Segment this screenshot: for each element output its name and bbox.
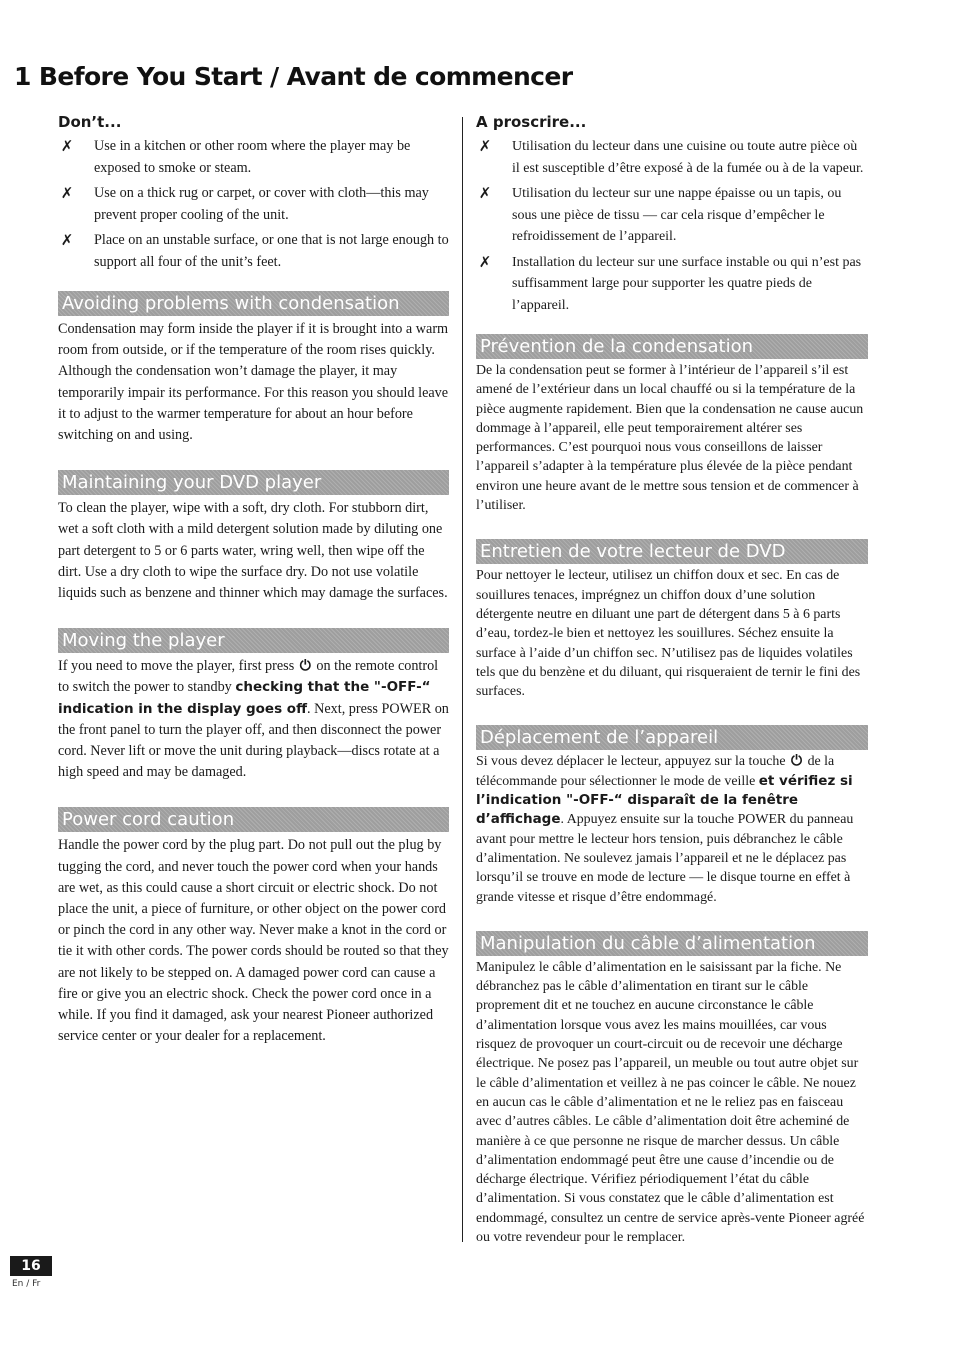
maintaining-text: To clean the player, wipe with a soft, dry cloth. For stubborn dirt, wet a soft cloth with a mild detergent solution made by diluting one part detergent to 5 or 6 parts water, wring well, then wipe off the dirt. Use a dry cloth to wipe the surface dry. Do not use volatile liquids such as benzene and thinner which may damage the surfaces. (58, 500, 448, 602)
section-heading-condensation-fr: Prévention de la condensation (476, 334, 868, 359)
french-column (476, 112, 868, 1247)
power-icon: ⏻ (791, 753, 803, 770)
section-heading-condensation: Avoiding problems with condensation (58, 291, 449, 316)
section-heading-maintaining: Maintaining your DVD player (58, 470, 449, 495)
section-heading-power-cord: Power cord caution (58, 807, 449, 832)
list-item: ✗ Utilisation du lecteur sur une nappe épaisse ou un tapis, ou sous une pièce de tissu — car cela risque d’empêcher le refroidissement de l’appareil. (476, 183, 868, 248)
list-item: ✗ Utilisation du lecteur dans une cuisine ou toute autre pièce où il est susceptible d’être exposé à de la fumée ou à de la vapeur. (476, 136, 868, 179)
section-heading-moving-fr: Déplacement de l’appareil (476, 725, 868, 750)
donts-heading: Don’t... (58, 113, 122, 131)
moving-emphasis: checking that the "-OFF-“ indication in the display goes off (58, 679, 431, 717)
page-language: En / Fr (12, 1279, 41, 1289)
cross-icon: ✗ (60, 231, 74, 249)
power-cord-text-fr: Manipulez le câble d’alimentation en le saisissant par la fiche. Ne débranchez pas le câble d’alimentation en tirant sur le câble proprement dit et ne touchez en aucune circonstance le câble d’alimentation lorsque vous avez les mains mouillées, car vous risquez de provoquer un court-circuit ou de recevoir une décharge électrique. Ne posez pas l’appareil, un meuble ou tout autre objet sur le câble d’alimentation et veillez à ne pas coincer le câble. Ne nouez en aucun cas le câble d’alimentation et ne le reliez pas en faisceau avec d’autres câbles. Le câble d’alimentation doit être acheminé de manière à ce que personne ne risque de marcher dessus. Un câble d’alimentation endommagé peut être une cause d’incendie ou de décharge électrique. Vérifiez périodiquement l’état du câble d’alimentation. Si vous constatez que le câble d’alimentation est endommagé, consultez un centre de service après-vente Pioneer agréé ou votre revendeur pour le remplacer. (476, 959, 865, 1245)
list-item: ✗ Use on a thick rug or carpet, or cover with cloth—this may prevent proper cooling of the unit. (58, 183, 449, 226)
list-item: ✗ Use in a kitchen or other room where the player may be exposed to smoke or steam. (58, 136, 449, 179)
section-heading-maintaining-fr: Entretien de votre lecteur de DVD (476, 539, 868, 564)
maintaining-text-fr: Pour nettoyer le lecteur, utilisez un chiffon doux et sec. En cas de souillures tenaces, imprégnez un chiffon doux d’une solution détergente neutre en diluant une part de détergent dans 5 à 6 parts d’eau, tordez-le bien et nettoyez les souillures. Séchez ensuite la surface à l’aide d’un chiffon sec. N’utilisez pas de liquides volatiles tels que du benzène et du diluant, qui risqueraient de ternir le fini des surfaces. (476, 568, 861, 700)
cross-icon: ✗ (478, 184, 492, 202)
section-heading-moving: Moving the player (58, 628, 449, 653)
english-column (58, 112, 449, 1047)
cross-icon: ✗ (60, 184, 74, 202)
donts-list-fr (476, 136, 868, 316)
list-item: ✗ Place on an unstable surface, or one that is not large enough to support all four of the unit’s feet. (58, 230, 449, 273)
donts-list (58, 136, 449, 273)
condensation-text-fr: De la condensation peut se former à l’intérieur de l’appareil s’il est amené de l’extérieur dans un local chauffé ou si la température de la pièce augmente rapidement. Bien que la condensation ne cause aucun dommage à l’appareil, elle peut temporairement altérer ses performances. C’est pourquoi nous vous conseillons de laisser l’appareil s’adapter à la température plus élevée de la pièce pendant environ une heure avant de le mettre sous tension et de commencer à l’utiliser. (476, 363, 864, 514)
page-number: 16 (10, 1256, 52, 1276)
column-divider (462, 117, 463, 1242)
moving-emphasis-fr: et vérifiez si l’indication "-OFF-“ disparaît de la fenêtre d’affichage (476, 772, 853, 828)
cross-icon: ✗ (478, 137, 492, 155)
cross-icon: ✗ (60, 137, 74, 155)
moving-text: If you need to move the player, first press ⏻ on the remote control to switch the power to standby checking that the "-OFF-“ indication in the display goes off. Next, press POWER on the front panel to turn the player off, and then disconnect the power cord. Never lift or move the unit during playback—discs rotate at a high speed and may be damaged. (58, 658, 449, 781)
moving-text-fr: Si vous devez déplacer le lecteur, appuyez sur la touche ⏻ de la télécommande pour sélectionner le mode de veille et vérifiez si l’indication "-OFF-“ disparaît de la fenêtre d’affichage. Appuyez ensuite sur la touche POWER du panneau avant pour mettre le lecteur hors tension, puis débranchez le câble d’alimentation. Ne soulevez jamais l’appareil et ne le déplacez pas lorsqu’il se trouve en mode de lecture — le disque tourne en effet à grande vitesse et risque d’être endommagé. (476, 753, 854, 905)
condensation-text: Condensation may form inside the player if it is brought into a warm room from outside, or if the temperature of the room rises quickly. Although the condensation won’t damage the player, it may temporarily impair its performance. For this reason you should leave it to adjust to the warmer temperature for about an hour before switching on and using. (58, 321, 449, 444)
list-item: ✗ Installation du lecteur sur une surface instable ou qui n’est pas suffisamment large pour supporter les quatre pieds de l’appareil. (476, 252, 868, 317)
section-heading-power-cord-fr: Manipulation du câble d’alimentation (476, 931, 868, 956)
cross-icon: ✗ (478, 252, 492, 271)
power-icon: ⏻ (299, 658, 311, 675)
page-title: 1 Before You Start / Avant de commencer (14, 62, 573, 91)
donts-heading-fr: A proscrire... (476, 113, 587, 131)
power-cord-text: Handle the power cord by the plug part. Do not pull out the plug by tugging the cord, and never touch the power cord when your hands are wet, as this could cause a short circuit or electric shock. Do not place the unit, a piece of furniture, or other object on the power cord or pinch the cord in any other way. Never make a knot in the cord or tie it with other cords. The power cords should be routed so that they are not likely to be stepped on. A damaged power cord can cause a fire or give you an electric shock. Check the power cord once in a while. If you find it damaged, ask your nearest Pioneer authorized service center or your dealer for a replacement. (58, 837, 449, 1045)
